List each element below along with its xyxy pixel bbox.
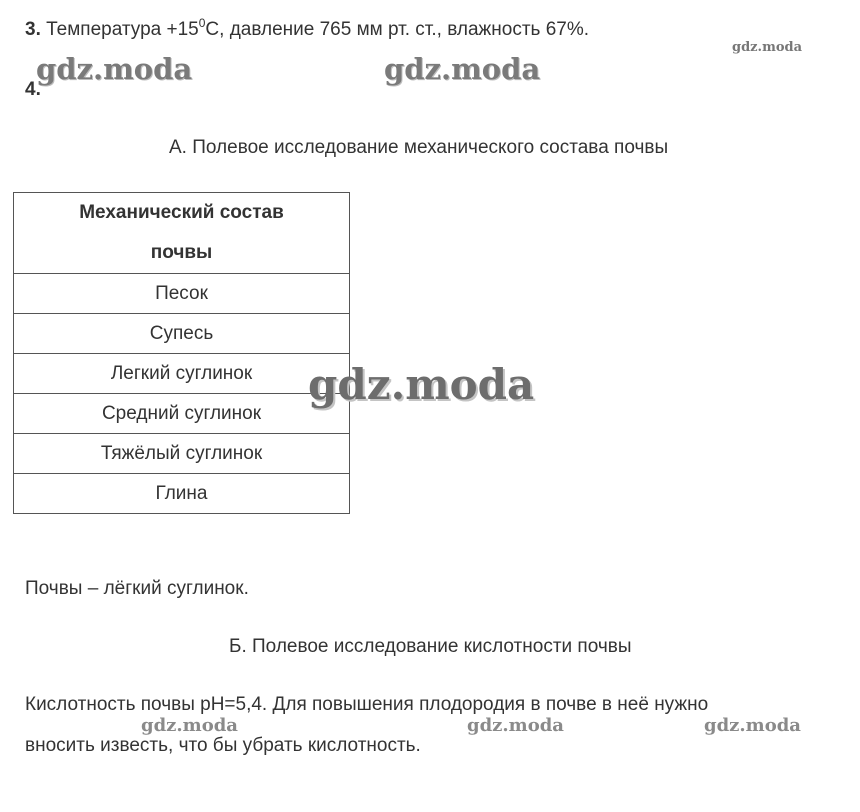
section-a-conclusion: Почвы – лёгкий суглинок. (25, 578, 249, 599)
item-3-text-start: Температура +15 (46, 19, 199, 40)
table-cell-light-loam: Легкий суглинок (14, 354, 350, 394)
watermark: gdz.moda (467, 715, 564, 736)
table-row (14, 394, 350, 434)
section-b-line-1: Кислотность почвы pH=5,4. Для повышения плодородия в почве в неё нужно (25, 694, 709, 715)
watermark: gdz.moda (308, 360, 535, 409)
watermark: gdz.moda (704, 715, 801, 736)
watermark: gdz.moda (384, 52, 541, 86)
item-3-number: 3. (25, 19, 41, 40)
watermark: gdz.moda (36, 52, 193, 86)
item-3-line (25, 18, 589, 42)
section-b-heading: Б. Полевое исследование кислотности почвы (229, 636, 632, 657)
table-header-cell (14, 193, 350, 274)
watermark: gdz.moda (141, 715, 238, 736)
watermark: gdz.moda (732, 40, 803, 55)
section-b-line-2: вносить известь, что бы убрать кислотность. (25, 735, 421, 756)
table-row (14, 474, 350, 514)
item-4-number: 4. (25, 79, 41, 100)
table-cell-medium-loam: Средний суглинок (14, 394, 350, 434)
table-cell-heavy-loam: Тяжёлый суглинок (14, 434, 350, 474)
table-header-row (14, 193, 350, 274)
table-row (14, 354, 350, 394)
table-row (14, 434, 350, 474)
item-3-text-end: С, давление 765 мм рт. ст., влажность 67%. (205, 19, 590, 40)
table-row (14, 314, 350, 354)
table-row (14, 274, 350, 314)
table-header-line-2: почвы (150, 242, 213, 263)
degree-superscript: 0 (198, 16, 206, 30)
table-cell-sand: Песок (14, 274, 350, 314)
section-a-heading: А. Полевое исследование механического состава почвы (169, 137, 669, 158)
soil-composition-table (13, 192, 350, 514)
table-cell-sandy-loam: Супесь (14, 314, 350, 354)
table-cell-clay: Глина (14, 474, 350, 514)
table-header-line-1: Механический состав (79, 202, 284, 223)
